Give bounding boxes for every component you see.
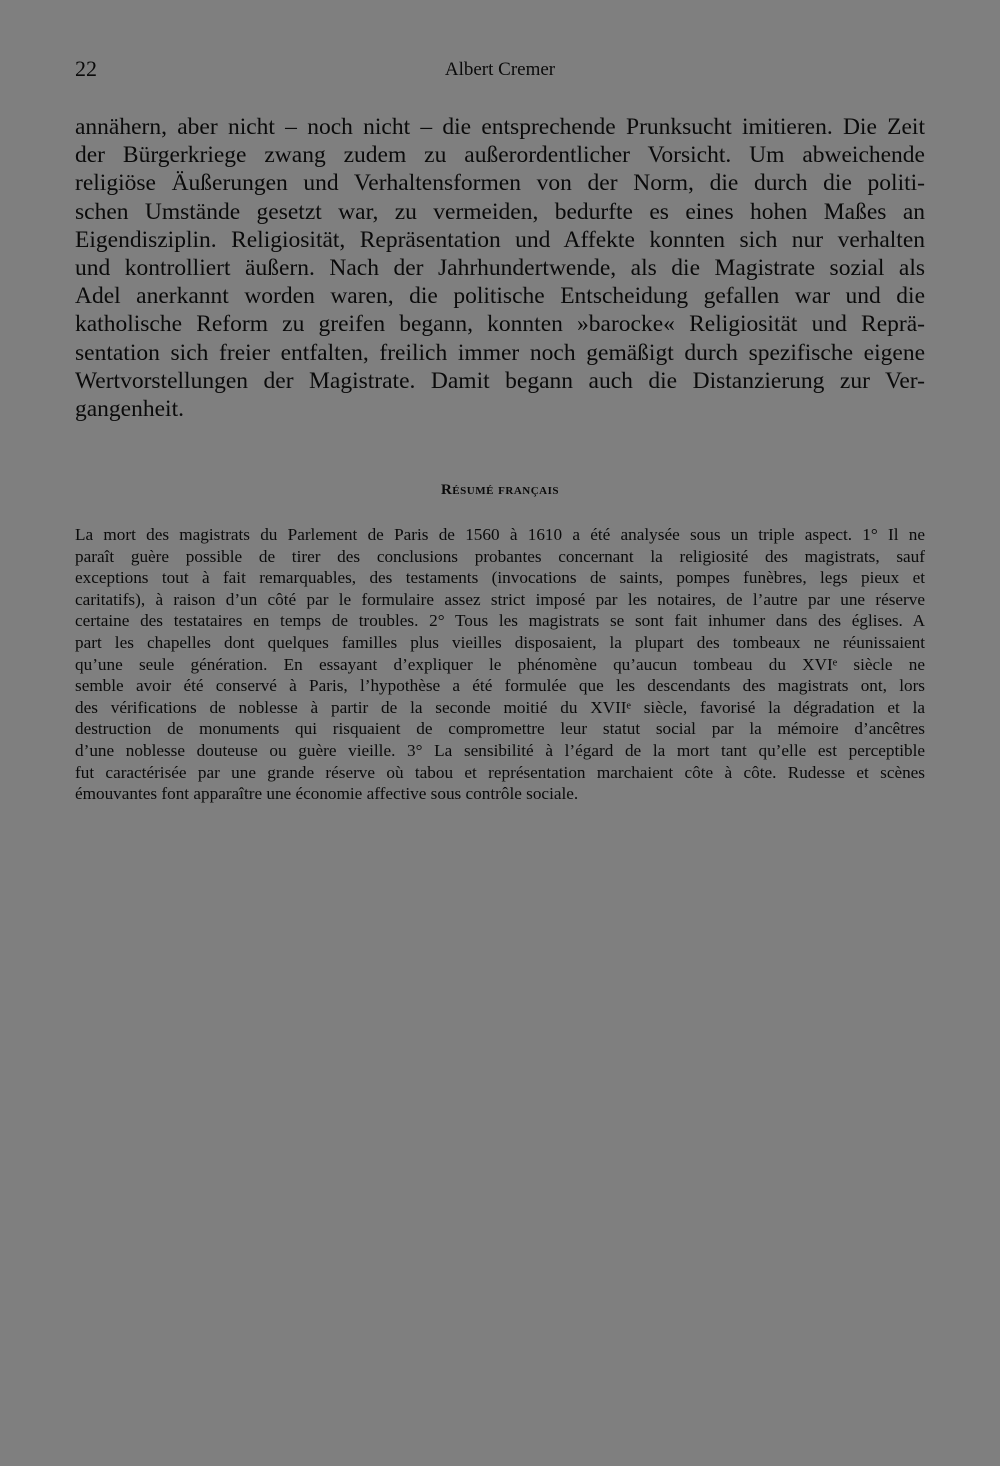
resume-line: fut caractérisée par une grande réserve où tabou et représentation marchaient côte à côte. Rudesse et scènes	[75, 762, 925, 782]
body-line: annähern, aber nicht – noch nicht – die entsprechende Prunksucht imitieren. Die Zeit	[75, 114, 925, 140]
resume-line: certaine des testataires en temps de troubles. 2° Tous les magistrats se sont fait inhumer dans des églises. A	[75, 611, 925, 631]
resume-line: des vérifications de noblesse à partir de la seconde moitié du XVIIᵉ siècle, favorisé la dégradation et la	[75, 697, 925, 717]
page-header	[75, 56, 925, 90]
resume-line: La mort des magistrats du Parlement de Paris de 1560 à 1610 a été analysée sous un triple aspect. 1° Il ne	[75, 525, 925, 544]
body-line: der Bürgerkriege zwang zudem zu außerordentlicher Vorsicht. Um abweichende	[75, 142, 925, 169]
resume-line: part les chapelles dont quelques familles plus vieilles disposaient, la plupart des tombeaux ne réunissaient	[75, 632, 925, 652]
body-line: gangenheit.	[75, 396, 184, 423]
resume-paragraph	[75, 524, 925, 805]
resume-line: paraît guère possible de tirer des conclusions probantes concernant la religiosité des magistrats, sauf	[75, 546, 925, 566]
body-line: Eigendisziplin. Religiosität, Repräsentation und Affekte konnten sich nur verhalten	[75, 226, 925, 253]
body-line: katholische Reform zu greifen begann, konnten »barocke« Religiosität und Reprä-	[75, 311, 925, 338]
running-head: Albert Cremer	[444, 59, 556, 80]
body-line: religiöse Äußerungen und Verhaltensformen von der Norm, die durch die politi-	[75, 170, 925, 197]
body-paragraph	[75, 113, 925, 423]
resume-heading: Résumé français	[440, 482, 560, 498]
body-line: Adel anerkannt worden waren, die politische Entscheidung gefallen war und die	[75, 283, 925, 310]
body-line: und kontrolliert äußern. Nach der Jahrhundertwende, als die Magistrate sozial als	[75, 255, 925, 282]
resume-line: exceptions tout à fait remarquables, des testaments (invocations de saints, pompes funèbres, legs pieux et	[75, 568, 925, 588]
body-line: schen Umstände gesetzt war, zu vermeiden, bedurfte es eines hohen Maßes an	[75, 198, 925, 225]
resume-line: semble avoir été conservé à Paris, l’hypothèse a été formulée que les descendants des magistrats ont, lors	[75, 676, 925, 696]
body-line: sentation sich freier entfalten, freilich immer noch gemäßigt durch spezifische eigene	[75, 339, 925, 366]
resume-line: caritatifs), à raison d’un côté par le formulaire assez strict imposé par les notaires, de l’autre par une réserve	[75, 589, 925, 609]
resume-line: émouvantes font apparaître une économie affective sous contrôle sociale.	[75, 784, 579, 804]
page-number: 22	[75, 56, 97, 81]
resume-line: qu’une seule génération. En essayant d’expliquer le phénomène qu’aucun tombeau du XVIᵉ siècle ne	[75, 654, 925, 674]
resume-line: d’une noblesse douteuse ou guère vieille. 3° La sensibilité à l’égard de la mort tant qu’elle est perceptible	[75, 740, 925, 760]
resume-line: destruction de monuments qui risquaient de compromettre leur statut social par la mémoire d’ancêtres	[75, 719, 925, 739]
body-line: Wertvorstellungen der Magistrate. Damit begann auch die Distanzierung zur Ver-	[75, 367, 925, 394]
